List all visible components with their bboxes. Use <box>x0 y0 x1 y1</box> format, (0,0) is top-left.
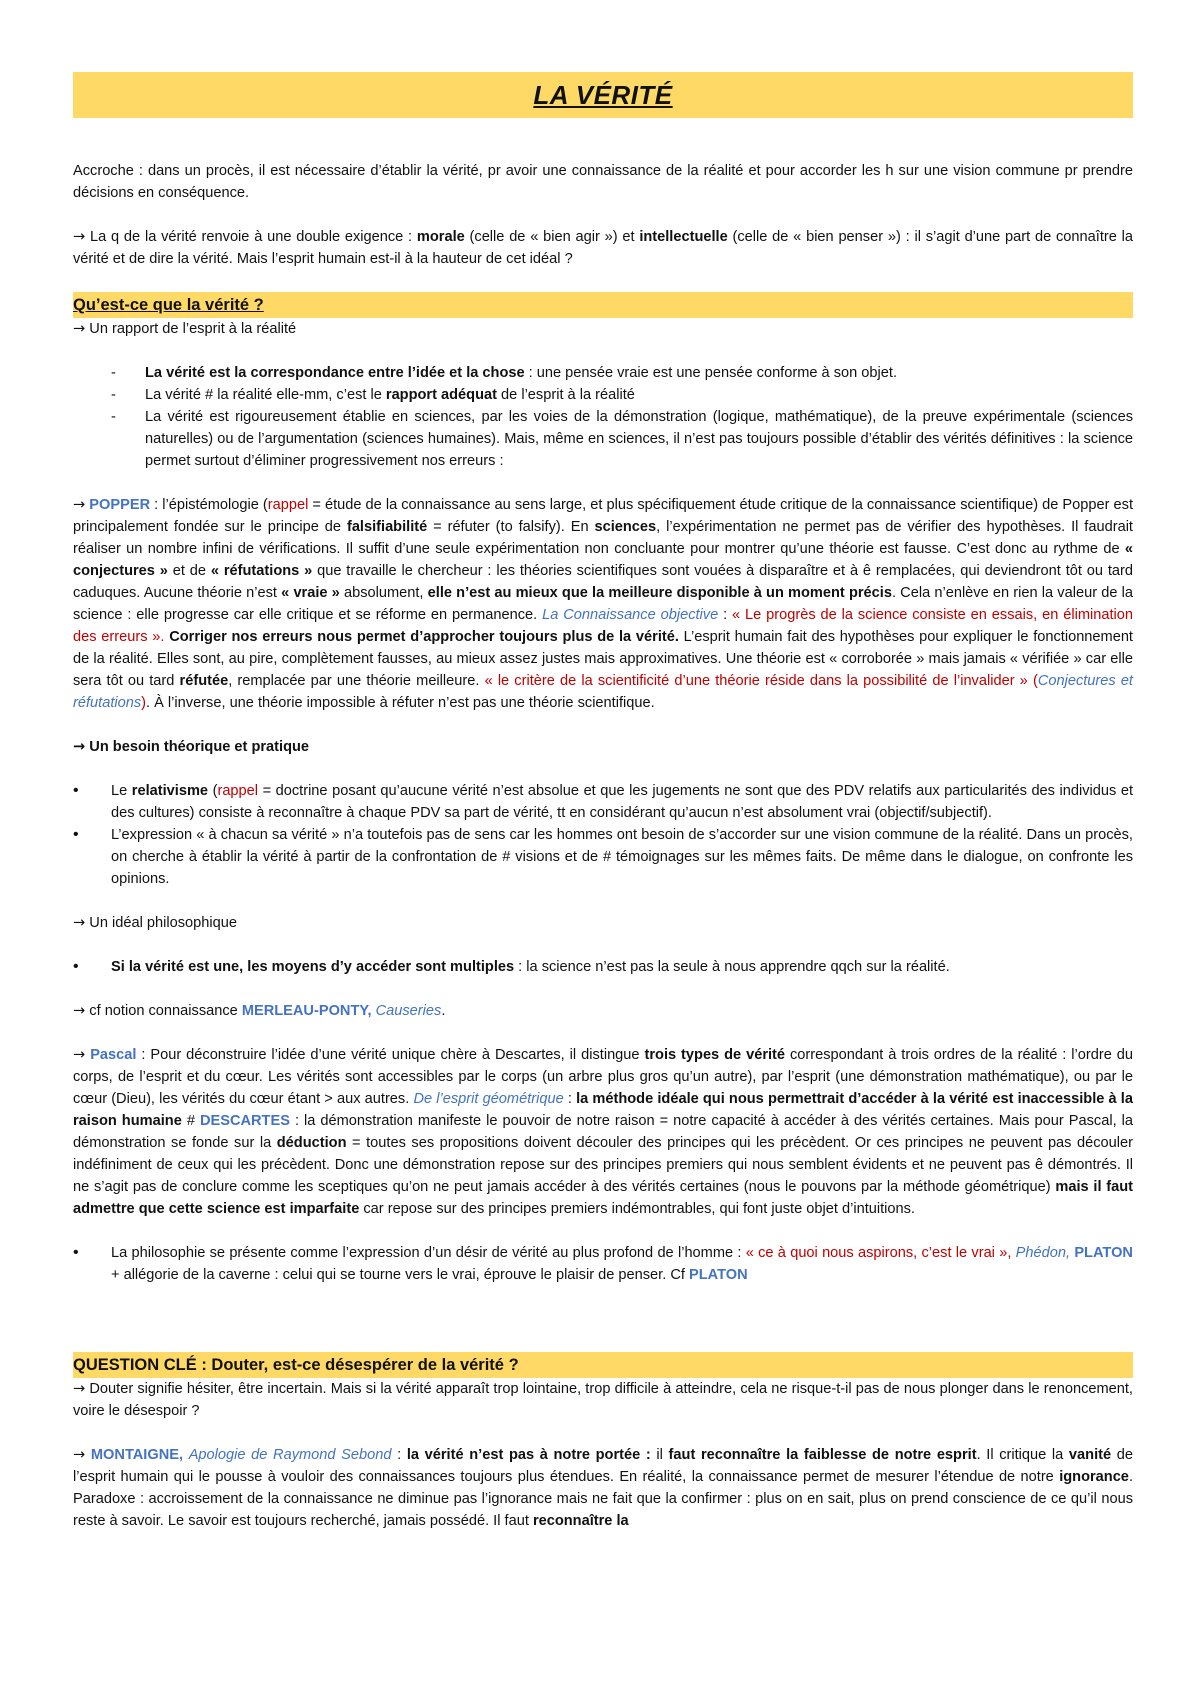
list-item: - La vérité # la réalité elle-mm, c’est le rapport adéquat de l’esprit à la réalité <box>73 384 1133 406</box>
title-banner <box>73 72 1133 118</box>
montaigne-paragraph: → MONTAIGNE, Apologie de Raymond Sebond : la vérité n’est pas à notre portée : il faut reconnaître la faiblesse de notre esprit. Il critique la vanité de l’esprit humain qui le pousse à vouloir des connaissances toujours plus étendues. En réalité, la connaissance permet de mesurer l’étendue de notre ignorance. Paradoxe : accroissement de la connaissance ne diminue pas l’ignorance mais ne fait que la confirmer : plus on en sait, plus on prend conscience de ce qu’il nous reste à savoir. Le savoir est toujours recherché, jamais possédé. Il faut reconnaître la <box>73 1446 1133 1529</box>
douter-paragraph: → Douter signifie hésiter, être incertain. Mais si la vérité apparaît trop lointaine, trop difficile à atteindre, cela ne risque-t-il pas de nous plonger dans le renoncement, voire le désespoir ? <box>73 1380 1133 1419</box>
list-item: - La vérité est rigoureusement établie en sciences, par les voies de la démonstration (logique, mathématique), de la preuve expérimentale (sciences naturelles) ou de l’argumentation (sciences humaines). Mais, même en sciences, il n’est pas toujours possible d’établir des vérités définitives : la science permet surtout d’éliminer progressivement nos erreurs : <box>73 406 1133 472</box>
list-item: • Le relativisme (rappel = doctrine posant qu’aucune vérité n’est absolue et que les jugements ne sont que des PDV relatifs aux particularités des individus et des cultures) consiste à reconnaître à chaque PDV sa part de vérité, tt en considérant qu’aucun n’est absolument vrai (objectif/subjectif). <box>73 780 1133 824</box>
intro-exigence: → La q de la vérité renvoie à une double exigence : morale (celle de « bien agir ») et intellectuelle (celle de « bien penser ») : il s’agit d’une part de connaître la vérité et de dire la vérité. Mais l’esprit humain est-il à la hauteur de cet idéal ? <box>73 228 1133 267</box>
section-heading-verite: Qu’est-ce que la vérité ? <box>73 292 1133 318</box>
pascal-paragraph: → Pascal : Pour déconstruire l’idée d’une vérité unique chère à Descartes, il distingue trois types de vérité correspondant à trois ordres de la réalité : l’ordre du corps, de l’esprit et du cœur. Les vérités sont accessibles par le corps (un arbre plus gros qu’un autre), par l’esprit (une démonstration mathématique), ou par le cœur (Dieu), les vérités du cœur étant > aux autres. De l’esprit géométrique : la méthode idéale qui nous permettrait d’accéder à la vérité est inaccessible à la raison humaine # DESCARTES : la démonstration manifeste le pouvoir de notre raison = notre capacité à accéder à des vérités certaines. Mais pour Pascal, la démonstration se fonde sur la déduction = toutes ses propositions doivent découler des principes qui les précèdent. Or ces principes ne peuvent pas découler indéfiniment de ceux qui les précèdent. Donc une démonstration repose sur des principes premiers qui nous semblent évidents et ne peuvent pas ê démontrés. Il ne s’agit pas de conclure comme les sceptiques qu’on ne peut jamais accéder à des vérités certaines (nous le pouvons par la méthode géométrique) mais il faut admettre que cette science est imparfaite car repose sur des principes premiers indémontrables, qui font juste objet d’intuitions. <box>73 1046 1134 1217</box>
relativisme-list <box>73 780 1133 890</box>
subheading-besoin: → Un besoin théorique et pratique <box>73 738 310 755</box>
arrow-icon: → <box>73 1446 86 1463</box>
arrow-icon: → <box>73 1380 86 1397</box>
page-title: LA VÉRITÉ <box>533 80 673 110</box>
arrow-icon: → <box>73 320 86 337</box>
list-item: • La philosophie se présente comme l’expression d’un désir de vérité au plus profond de l’homme : « ce à quoi nous aspirons, c’est le vrai », Phédon, PLATON + allégorie de la caverne : celui qui se tourne vers le vrai, éprouve le plaisir de penser. Cf PLATON <box>73 1242 1133 1286</box>
subheading-rapport: → Un rapport de l’esprit à la réalité <box>73 320 297 337</box>
list-item: • Si la vérité est une, les moyens d’y accéder sont multiples : la science n’est pas la seule à nous apprendre qqch sur la réalité. <box>73 956 1133 978</box>
list-item: • L’expression « à chacun sa vérité » n’a toutefois pas de sens car les hommes ont besoin de s’accorder sur une vision commune de la réalité. Dans un procès, on cherche à établir la vérité à partir de la confrontation de # visions et de # témoignages sur les mêmes faits. De même dans le dialogue, on confronte les opinions. <box>73 824 1133 890</box>
arrow-icon: → <box>73 914 86 931</box>
cf-merleau-ponty: → cf notion connaissance MERLEAU-PONTY, Causeries. <box>73 1002 446 1019</box>
document-page <box>73 72 1133 1532</box>
popper-paragraph: → POPPER : l’épistémologie (rappel = étude de la connaissance au sens large, et plus spécifiquement étude critique de la connaissance scientifique) de Popper est principalement fondée sur le principe de falsifiabilité = réfuter (to falsify). En sciences, l’expérimentation ne permet pas de vérifier des hypothèses. Il faudrait réaliser un nombre infini de vérifications. Il suffit d’une seule expérimentation non concluante pour montrer qu’une théorie est fausse. C’est donc au rythme de « conjectures » et de « réfutations » que travaille le chercheur : les théories scientifiques sont vouées à disparaître et à ê remplacées, qui deviendront tôt ou tard caduques. Aucune théorie n’est « vraie » absolument, elle n’est au mieux que la meilleure disponible à un moment précis. Cela n’enlève en rien la valeur de la science : elle progresse car elle critique et se réforme en permanence. La Connaissance objective : « Le progrès de la science consiste en essais, en élimination des erreurs ». Corriger nos erreurs nous permet d’approcher toujours plus de la vérité. L’esprit humain fait des hypothèses pour expliquer le fonctionnement de la réalité. Elles sont, au pire, complètement fausses, au mieux assez justes mais approximatives. Une théorie est « corroborée » mais jamais « vérifiée » car elle sera tôt ou tard réfutée, remplacée par une théorie meilleure. « le critère de la scientificité d’une théorie réside dans la possibilité de l’invalider » (Conjectures et réfutations). À l’inverse, une théorie impossible à réfuter n’est pas une théorie scientifique. <box>73 496 1134 711</box>
arrow-icon: → <box>73 738 86 755</box>
list-item: - La vérité est la correspondance entre l’idée et la chose : une pensée vraie est une pensée conforme à son objet. <box>73 362 1133 384</box>
arrow-icon: → <box>73 496 86 513</box>
ideal-list <box>73 956 1133 978</box>
intro-accroche: Accroche : dans un procès, il est nécessaire d’établir la vérité, pr avoir une connaissance de la réalité et pour accorder les h sur une vision commune pr prendre décisions en conséquence. <box>73 163 1133 201</box>
arrow-icon: → <box>73 1046 86 1063</box>
philosophie-list <box>73 1242 1133 1286</box>
section-heading-question-cle: QUESTION CLÉ : Douter, est-ce désespérer de la vérité ? <box>73 1352 1133 1378</box>
definition-list <box>73 362 1133 472</box>
subheading-ideal: → Un idéal philosophique <box>73 914 237 931</box>
arrow-icon: → <box>73 228 86 245</box>
arrow-icon: → <box>73 1002 86 1019</box>
